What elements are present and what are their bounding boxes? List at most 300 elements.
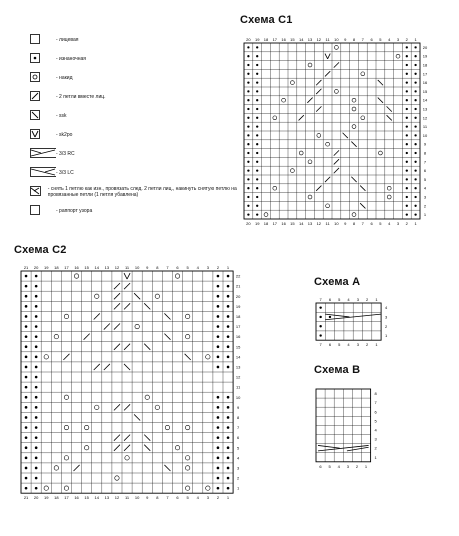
purl-mark bbox=[247, 117, 249, 119]
purl-mark bbox=[414, 55, 416, 57]
row-number: 16 bbox=[235, 334, 241, 340]
purl-mark bbox=[256, 46, 258, 48]
purl-mark bbox=[35, 446, 38, 449]
purl-mark bbox=[25, 386, 28, 389]
purl-mark bbox=[217, 295, 220, 298]
col-number: 2 bbox=[405, 221, 408, 226]
purl-mark bbox=[319, 334, 321, 336]
purl-mark bbox=[414, 90, 416, 92]
purl-mark bbox=[217, 457, 220, 460]
col-number: 2 bbox=[366, 297, 369, 302]
purl-mark bbox=[247, 196, 249, 198]
row-number: 2 bbox=[374, 445, 377, 451]
col-number: 7 bbox=[361, 221, 364, 226]
col-number: 11 bbox=[325, 37, 330, 42]
purl-mark bbox=[35, 457, 38, 460]
purl-mark bbox=[217, 487, 220, 490]
purl-mark bbox=[227, 315, 230, 318]
row-number: 6 bbox=[423, 168, 427, 174]
row-number: 14 bbox=[422, 97, 428, 103]
row-number: 2 bbox=[384, 323, 388, 329]
purl-mark bbox=[35, 345, 38, 348]
legend-text: - sk2po bbox=[56, 131, 73, 138]
purl-mark bbox=[414, 117, 416, 119]
row-number: 7 bbox=[423, 159, 427, 165]
purl-mark bbox=[247, 205, 249, 207]
purl-mark bbox=[256, 205, 258, 207]
purl-mark bbox=[247, 64, 249, 66]
col-number: 4 bbox=[196, 265, 199, 270]
purl-mark bbox=[247, 161, 249, 163]
col-number: 17 bbox=[64, 495, 69, 501]
row-number: 3 bbox=[236, 465, 240, 471]
purl-mark bbox=[406, 152, 408, 154]
col-number: 4 bbox=[388, 37, 391, 42]
col-number: 4 bbox=[347, 297, 350, 302]
purl-mark bbox=[247, 134, 249, 136]
purl-mark bbox=[227, 366, 230, 369]
purl-mark bbox=[217, 325, 220, 328]
col-number: 13 bbox=[307, 221, 313, 226]
col-number: 1 bbox=[226, 265, 230, 270]
purl-mark bbox=[35, 305, 38, 308]
purl-mark bbox=[247, 169, 249, 171]
row-number: 5 bbox=[374, 418, 377, 424]
col-number: 6 bbox=[319, 463, 322, 469]
col-number: 10 bbox=[134, 495, 140, 501]
row-number: 7 bbox=[236, 425, 240, 431]
purl-mark bbox=[247, 178, 249, 180]
purl-mark bbox=[406, 213, 408, 215]
col-number: 21 bbox=[23, 265, 29, 270]
row-number: 9 bbox=[236, 404, 240, 410]
row-number: 8 bbox=[423, 150, 427, 156]
col-number: 5 bbox=[379, 221, 382, 226]
purl-mark bbox=[406, 205, 408, 207]
col-number: 13 bbox=[104, 265, 110, 270]
purl-mark bbox=[35, 416, 38, 419]
purl-mark bbox=[406, 117, 408, 119]
col-number: 12 bbox=[114, 495, 120, 501]
purl-mark bbox=[25, 477, 28, 480]
col-number: 11 bbox=[124, 265, 130, 270]
col-number: 1 bbox=[375, 297, 378, 302]
col-number: 9 bbox=[344, 37, 347, 42]
row-number: 3 bbox=[384, 314, 388, 320]
col-number: 7 bbox=[166, 265, 169, 270]
col-number: 17 bbox=[64, 265, 69, 270]
col-number: 5 bbox=[328, 463, 331, 469]
purl-mark bbox=[414, 125, 416, 127]
purl-mark bbox=[247, 90, 249, 92]
purl-mark bbox=[247, 81, 249, 83]
col-number: 7 bbox=[319, 342, 322, 348]
purl-mark bbox=[247, 143, 249, 145]
purl-mark bbox=[256, 169, 258, 171]
purl-mark bbox=[406, 73, 408, 75]
col-number: 6 bbox=[370, 221, 373, 226]
col-number: 7 bbox=[319, 297, 322, 302]
purl-mark bbox=[414, 152, 416, 154]
purl-mark bbox=[217, 477, 220, 480]
col-number: 8 bbox=[156, 265, 159, 270]
purl-mark bbox=[319, 306, 321, 308]
purl-mark bbox=[247, 73, 249, 75]
legend-text: - лицевая bbox=[56, 36, 79, 43]
row-number: 6 bbox=[236, 435, 240, 441]
purl-mark bbox=[414, 134, 416, 136]
col-number: 20 bbox=[33, 265, 39, 270]
row-number: 22 bbox=[235, 273, 241, 279]
row-number: 15 bbox=[422, 88, 428, 94]
col-number: 2 bbox=[355, 463, 359, 469]
purl-mark bbox=[35, 285, 38, 288]
col-number: 15 bbox=[290, 37, 295, 42]
row-number: 17 bbox=[235, 324, 241, 330]
col-number: 21 bbox=[23, 495, 29, 501]
col-number: 5 bbox=[379, 37, 382, 42]
purl-mark bbox=[217, 335, 220, 338]
purl-mark bbox=[329, 316, 331, 318]
purl-mark bbox=[256, 178, 258, 180]
purl-mark bbox=[414, 178, 416, 180]
row-number: 11 bbox=[422, 124, 428, 130]
row-number: 12 bbox=[235, 374, 241, 380]
purl-mark bbox=[35, 335, 38, 338]
row-number: 1 bbox=[236, 485, 240, 491]
purl-mark bbox=[227, 356, 230, 359]
purl-mark bbox=[217, 345, 220, 348]
row-number: 3 bbox=[423, 194, 427, 200]
row-number: 18 bbox=[235, 313, 241, 319]
col-number: 19 bbox=[254, 221, 260, 226]
purl-mark bbox=[256, 152, 258, 154]
purl-mark bbox=[25, 275, 28, 278]
purl-mark bbox=[35, 436, 38, 439]
purl-mark bbox=[256, 55, 258, 57]
row-number: 10 bbox=[235, 394, 241, 400]
purl-mark bbox=[227, 467, 230, 470]
col-number: 2 bbox=[216, 495, 220, 501]
row-number: 19 bbox=[422, 53, 428, 59]
purl-mark bbox=[35, 467, 38, 470]
col-number: 5 bbox=[186, 495, 189, 501]
purl-mark bbox=[256, 125, 258, 127]
col-number: 5 bbox=[338, 342, 341, 348]
purl-mark bbox=[217, 436, 220, 439]
col-number: 4 bbox=[347, 342, 350, 348]
purl-mark bbox=[227, 345, 230, 348]
col-number: 16 bbox=[281, 221, 286, 226]
row-number: 1 bbox=[423, 212, 427, 218]
purl-mark bbox=[256, 64, 258, 66]
row-number: 2 bbox=[423, 203, 427, 209]
col-number: 13 bbox=[307, 37, 313, 42]
purl-mark bbox=[25, 305, 28, 308]
purl-mark bbox=[406, 169, 408, 171]
col-number: 6 bbox=[328, 342, 332, 348]
purl-mark bbox=[227, 285, 230, 288]
purl-mark bbox=[414, 73, 416, 75]
purl-mark bbox=[406, 46, 408, 48]
col-number: 4 bbox=[337, 463, 340, 469]
purl-mark bbox=[25, 467, 28, 470]
row-number: 2 bbox=[236, 475, 240, 481]
purl-mark bbox=[319, 325, 321, 327]
purl-mark bbox=[35, 315, 38, 318]
col-number: 16 bbox=[281, 37, 286, 42]
purl-mark bbox=[414, 187, 416, 189]
row-number: 7 bbox=[374, 400, 377, 406]
purl-mark bbox=[414, 81, 416, 83]
col-number: 1 bbox=[414, 37, 417, 42]
col-number: 14 bbox=[298, 37, 304, 42]
purl-mark bbox=[217, 416, 220, 419]
purl-mark bbox=[406, 143, 408, 145]
col-number: 18 bbox=[263, 37, 269, 42]
row-number: 11 bbox=[236, 384, 241, 390]
purl-mark bbox=[25, 457, 28, 460]
col-number: 8 bbox=[352, 221, 356, 226]
purl-mark bbox=[25, 325, 28, 328]
purl-mark bbox=[25, 335, 28, 338]
purl-mark bbox=[406, 178, 408, 180]
purl-mark bbox=[256, 117, 258, 119]
purl-mark bbox=[414, 196, 416, 198]
purl-mark bbox=[414, 213, 416, 215]
row-number: 13 bbox=[235, 364, 241, 370]
legend-text: - 2 петли вместе лиц. bbox=[56, 93, 106, 100]
purl-mark bbox=[247, 55, 249, 57]
col-number: 3 bbox=[356, 342, 359, 348]
purl-mark bbox=[25, 295, 28, 298]
purl-mark bbox=[35, 406, 38, 409]
purl-mark bbox=[25, 416, 28, 419]
purl-mark bbox=[227, 335, 230, 338]
purl-mark bbox=[217, 285, 220, 288]
row-number: 20 bbox=[235, 293, 241, 299]
col-number: 11 bbox=[124, 495, 130, 501]
purl-mark bbox=[406, 90, 408, 92]
col-number: 20 bbox=[33, 495, 39, 501]
col-number: 18 bbox=[54, 495, 59, 501]
purl-mark bbox=[35, 295, 38, 298]
col-number: 12 bbox=[114, 265, 120, 270]
purl-mark bbox=[35, 356, 38, 359]
purl-mark bbox=[256, 143, 258, 145]
purl-mark bbox=[227, 406, 230, 409]
purl-mark bbox=[25, 366, 28, 369]
col-number: 12 bbox=[316, 221, 322, 226]
col-number: 9 bbox=[146, 495, 149, 501]
purl-mark bbox=[217, 467, 220, 470]
col-number: 1 bbox=[375, 342, 378, 348]
col-number: 19 bbox=[254, 37, 260, 42]
purl-mark bbox=[406, 161, 408, 163]
purl-mark bbox=[35, 487, 38, 490]
row-number: 5 bbox=[236, 445, 240, 451]
row-number: 20 bbox=[422, 44, 428, 50]
row-number: 8 bbox=[236, 414, 240, 420]
purl-mark bbox=[414, 108, 416, 110]
purl-mark bbox=[406, 196, 408, 198]
col-number: 9 bbox=[344, 221, 347, 226]
row-number: 13 bbox=[422, 106, 428, 112]
purl-mark bbox=[256, 108, 258, 110]
col-number: 20 bbox=[246, 221, 251, 226]
col-number: 7 bbox=[361, 37, 364, 42]
col-number: 16 bbox=[74, 495, 79, 501]
purl-mark bbox=[25, 426, 28, 429]
row-number: 12 bbox=[422, 115, 428, 121]
col-number: 7 bbox=[166, 495, 169, 501]
col-number: 6 bbox=[176, 265, 179, 270]
purl-mark bbox=[217, 305, 220, 308]
purl-mark bbox=[35, 386, 38, 389]
col-number: 18 bbox=[263, 221, 269, 226]
purl-mark bbox=[25, 315, 28, 318]
col-number: 6 bbox=[328, 297, 332, 302]
purl-mark bbox=[247, 152, 249, 154]
row-number: 21 bbox=[235, 283, 241, 289]
purl-mark bbox=[25, 285, 28, 288]
purl-mark bbox=[256, 134, 258, 136]
purl-mark bbox=[256, 99, 258, 101]
col-number: 2 bbox=[366, 342, 369, 348]
row-number: 6 bbox=[374, 409, 377, 415]
col-number: 16 bbox=[74, 265, 79, 270]
col-number: 12 bbox=[316, 37, 322, 42]
purl-mark bbox=[35, 477, 38, 480]
row-number: 8 bbox=[374, 391, 377, 397]
col-number: 3 bbox=[206, 495, 209, 501]
col-number: 8 bbox=[156, 495, 159, 501]
purl-mark bbox=[35, 366, 38, 369]
col-number: 14 bbox=[94, 265, 99, 270]
col-number: 5 bbox=[338, 297, 341, 302]
col-number: 3 bbox=[396, 221, 400, 226]
col-number: 1 bbox=[226, 495, 230, 501]
row-number: 16 bbox=[422, 80, 428, 86]
purl-mark bbox=[406, 99, 408, 101]
col-number: 3 bbox=[206, 265, 209, 270]
row-number: 18 bbox=[422, 62, 428, 68]
col-number: 17 bbox=[272, 37, 278, 42]
purl-mark bbox=[217, 356, 220, 359]
row-number: 4 bbox=[423, 185, 427, 191]
purl-mark bbox=[227, 426, 230, 429]
purl-mark bbox=[247, 213, 249, 215]
purl-mark bbox=[25, 436, 28, 439]
purl-mark bbox=[227, 457, 230, 460]
col-number: 9 bbox=[146, 265, 149, 270]
col-number: 19 bbox=[44, 265, 49, 270]
row-number: 1 bbox=[384, 333, 388, 339]
purl-mark bbox=[247, 187, 249, 189]
row-number: 5 bbox=[423, 176, 427, 182]
col-number: 3 bbox=[346, 463, 349, 469]
col-number: 19 bbox=[44, 495, 49, 501]
col-number: 18 bbox=[54, 265, 59, 270]
col-number: 14 bbox=[298, 221, 304, 226]
purl-mark bbox=[247, 125, 249, 127]
purl-mark bbox=[227, 325, 230, 328]
purl-mark bbox=[227, 305, 230, 308]
row-number: 4 bbox=[236, 455, 240, 461]
col-number: 4 bbox=[196, 495, 199, 501]
col-number: 20 bbox=[246, 37, 251, 42]
purl-mark bbox=[414, 143, 416, 145]
row-number: 4 bbox=[374, 427, 377, 433]
col-number: 6 bbox=[176, 495, 179, 501]
purl-mark bbox=[414, 205, 416, 207]
purl-mark bbox=[414, 169, 416, 171]
legend-text: - 3/3 LC bbox=[56, 169, 74, 176]
purl-mark bbox=[25, 446, 28, 449]
col-number: 6 bbox=[370, 37, 373, 42]
col-number: 15 bbox=[84, 265, 89, 270]
row-number: 17 bbox=[422, 71, 428, 77]
chart-title-b: Схема B bbox=[314, 364, 361, 376]
purl-mark bbox=[319, 316, 321, 318]
legend-text: - снять 1 петлю как изн., провязать след. 2 петли лиц., накинуть снятую петлю на провязанные петли (1 петля убавлена) bbox=[47, 185, 237, 198]
purl-mark bbox=[406, 134, 408, 136]
legend-text: - накид bbox=[56, 74, 73, 81]
col-number: 13 bbox=[104, 495, 110, 501]
purl-mark bbox=[35, 325, 38, 328]
purl-mark bbox=[247, 99, 249, 101]
row-number: 19 bbox=[235, 303, 241, 309]
purl-mark bbox=[217, 426, 220, 429]
row-number: 10 bbox=[422, 132, 428, 138]
col-number: 4 bbox=[388, 221, 391, 226]
purl-mark bbox=[414, 64, 416, 66]
purl-mark bbox=[414, 161, 416, 163]
purl-mark bbox=[25, 345, 28, 348]
col-number: 2 bbox=[216, 265, 220, 270]
purl-mark bbox=[35, 396, 38, 399]
chart-title-a: Схема A bbox=[314, 276, 361, 288]
col-number: 10 bbox=[334, 221, 339, 226]
purl-mark bbox=[227, 477, 230, 480]
purl-mark bbox=[227, 416, 230, 419]
purl-mark bbox=[217, 446, 220, 449]
purl-mark bbox=[25, 376, 28, 379]
purl-mark bbox=[247, 108, 249, 110]
col-number: 15 bbox=[84, 495, 89, 501]
purl-mark bbox=[414, 46, 416, 48]
purl-mark bbox=[406, 187, 408, 189]
row-number: 1 bbox=[374, 454, 377, 460]
purl-mark bbox=[227, 275, 230, 278]
purl-mark bbox=[406, 64, 408, 66]
purl-mark bbox=[35, 275, 38, 278]
purl-mark bbox=[414, 99, 416, 101]
row-number: 4 bbox=[384, 305, 388, 311]
col-number: 3 bbox=[356, 297, 359, 302]
purl-mark bbox=[35, 426, 38, 429]
purl-mark bbox=[227, 396, 230, 399]
row-number: 9 bbox=[423, 141, 427, 147]
purl-mark bbox=[25, 356, 28, 359]
col-number: 15 bbox=[290, 221, 295, 226]
row-number: 14 bbox=[235, 354, 241, 360]
purl-mark bbox=[217, 315, 220, 318]
purl-mark bbox=[217, 366, 220, 369]
purl-mark bbox=[227, 446, 230, 449]
col-number: 17 bbox=[272, 221, 278, 226]
purl-mark bbox=[25, 396, 28, 399]
